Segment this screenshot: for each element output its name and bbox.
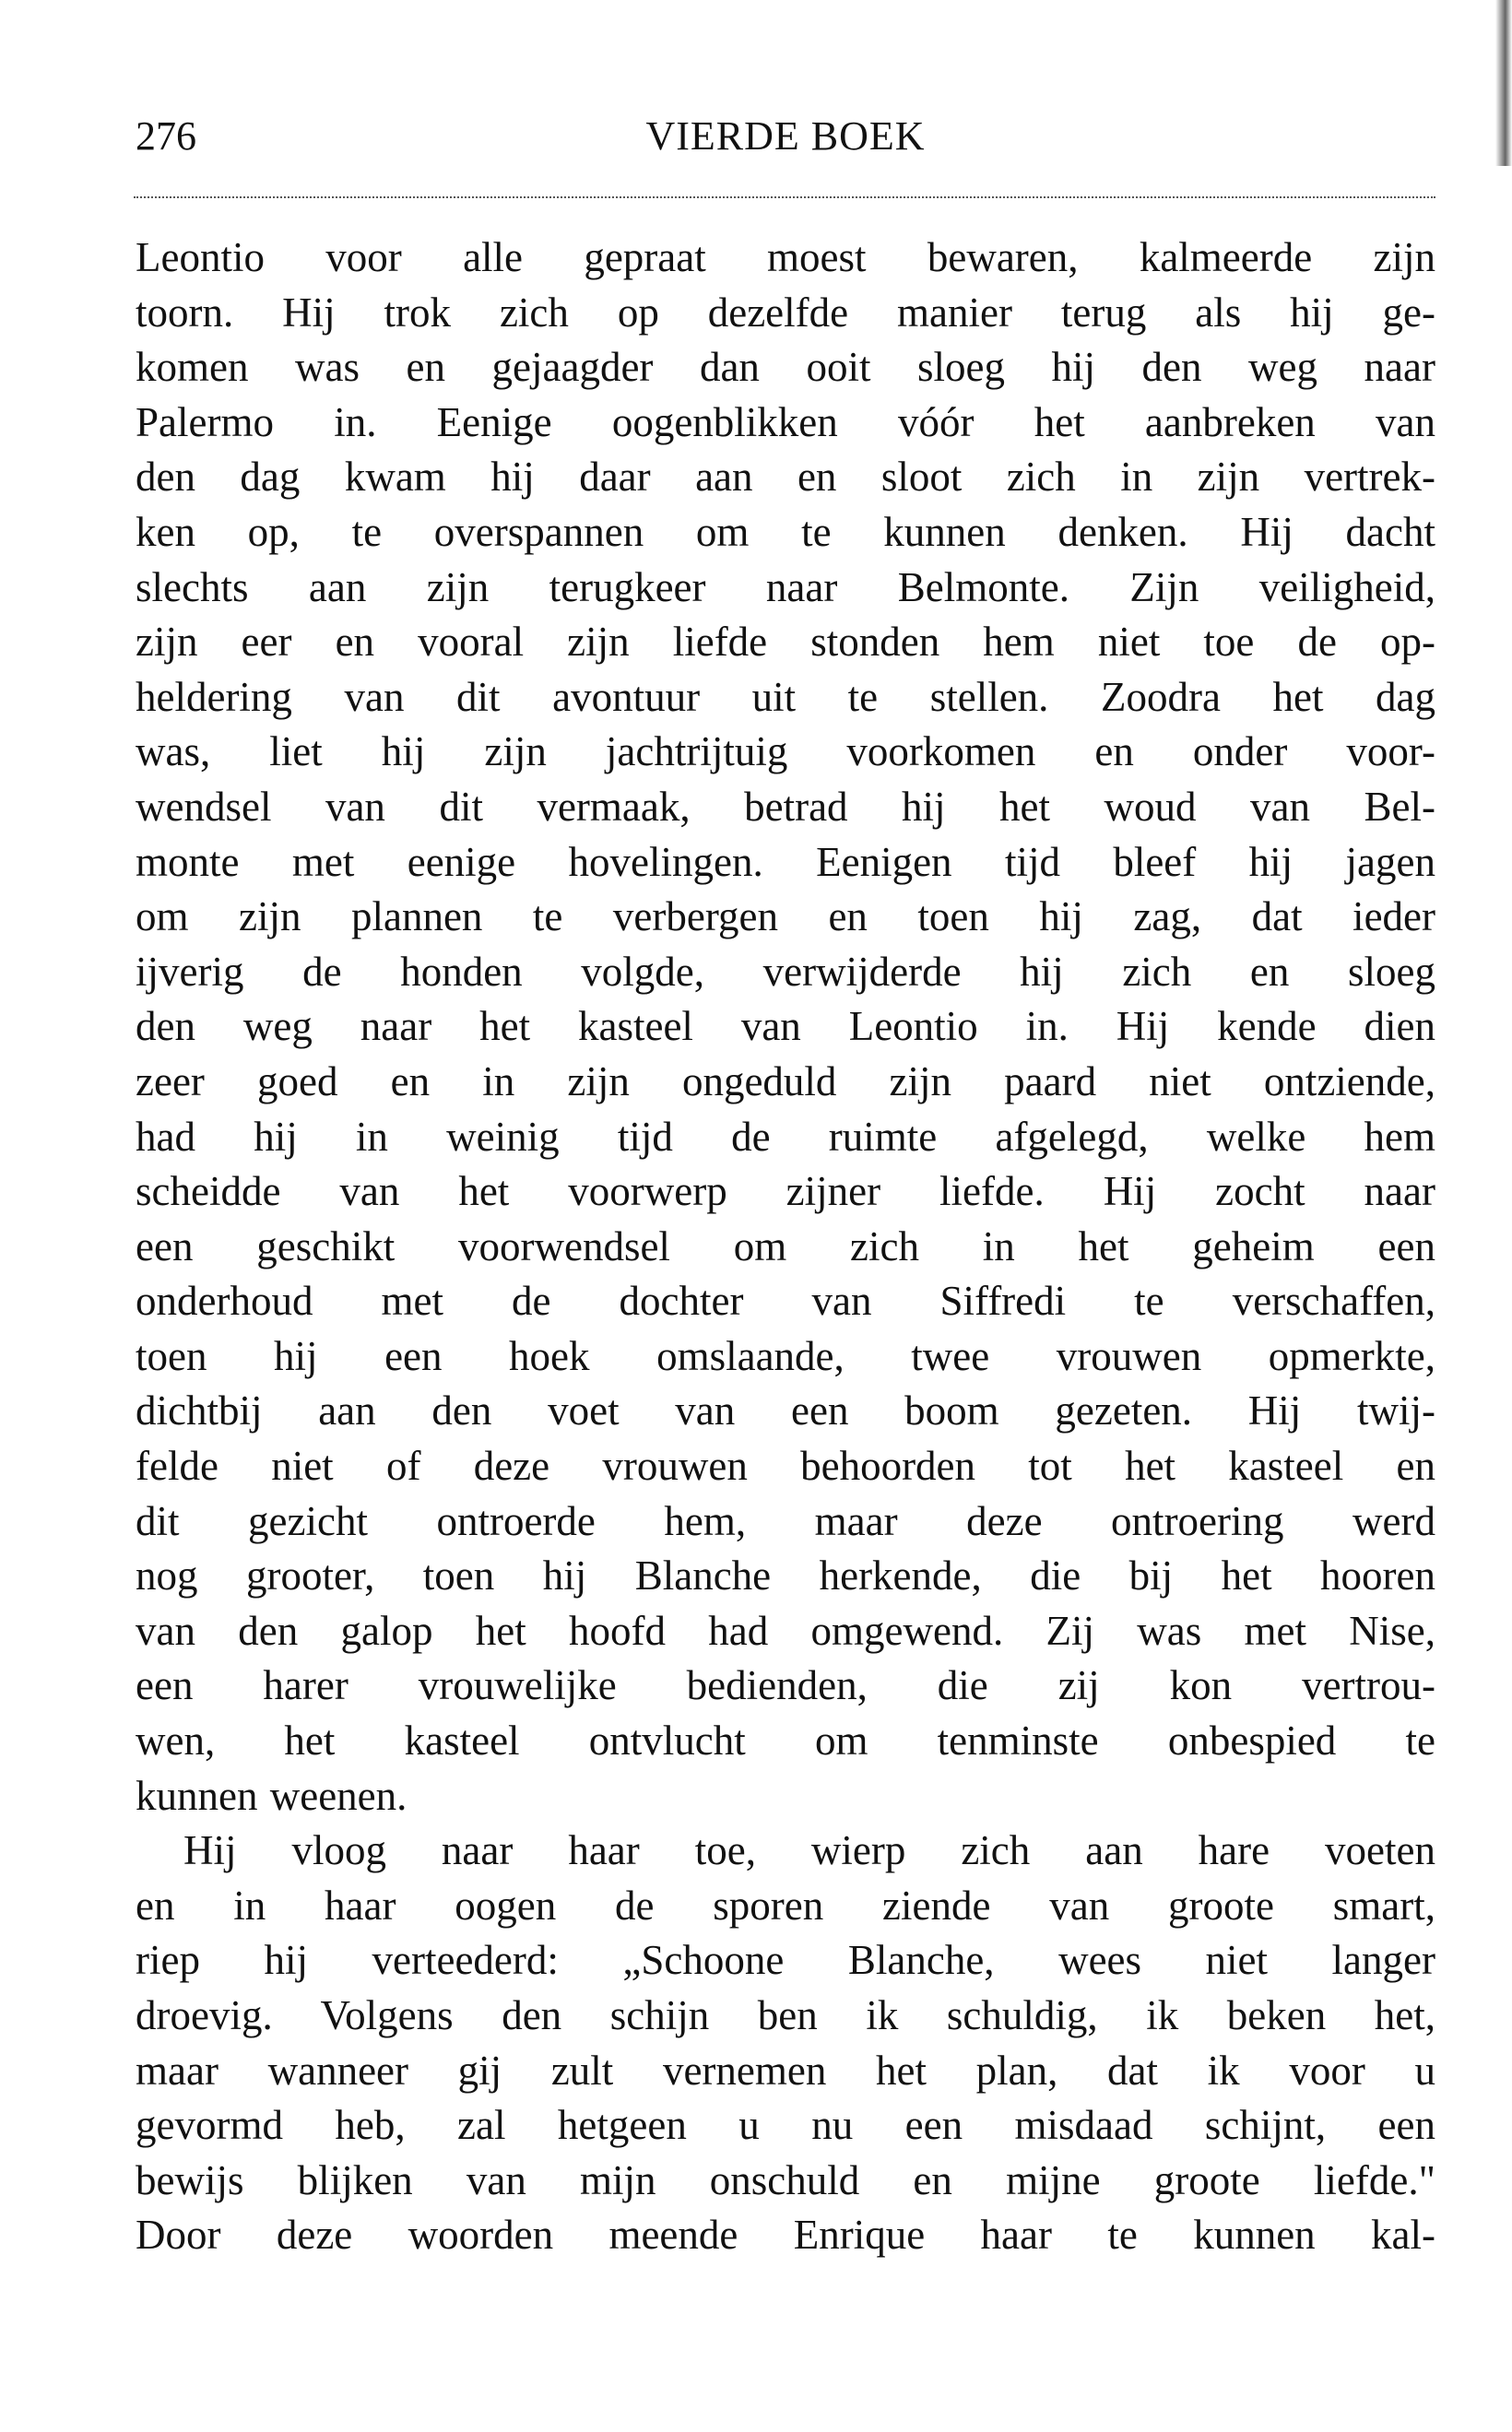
text-line: felde niet of deze vrouwen behoorden tot het kasteel en: [136, 1443, 1435, 1490]
text-line: onderhoud met de dochter van Siffredi te verschaffen,: [136, 1278, 1435, 1325]
text-line: ijverig de honden volgde, verwijderde hij zich en sloeg: [136, 948, 1435, 995]
text-line: den dag kwam hij daar aan en sloot zich in zijn vertrek-: [136, 454, 1435, 501]
text-line: dichtbij aan den voet van een boom gezeten. Hij twij-: [136, 1387, 1435, 1434]
text-line: Palermo in. Eenige oogenblikken vóór het aanbreken van: [136, 398, 1435, 445]
text-line: komen was en gejaagder dan ooit sloeg hij den weg naar: [136, 344, 1435, 391]
text-line: kunnen weenen.: [136, 1772, 408, 1819]
scan-page-edge: [1495, 0, 1512, 166]
text-line: en in haar oogen de sporen ziende van groote smart,: [136, 1882, 1435, 1929]
text-line: zeer goed en in zijn ongeduld zijn paard niet ontziende,: [136, 1057, 1435, 1104]
text-line: gevormd heb, zal hetgeen u nu een misdaad schijnt, een: [136, 2102, 1435, 2149]
text-line: van den galop het hoofd had omgewend. Zij was met Nise,: [136, 1607, 1435, 1654]
text-line: nog grooter, toen hij Blanche herkende, die bij het hooren: [136, 1552, 1435, 1600]
text-line: bewijs blijken van mijn onschuld en mijne groote liefde.": [136, 2156, 1435, 2203]
text-line: wendsel van dit vermaak, betrad hij het woud van Bel-: [136, 783, 1435, 830]
text-line: om zijn plannen te verbergen en toen hij zag, dat ieder: [136, 893, 1435, 940]
text-line: Hij vloog naar haar toe, wierp zich aan hare voeten: [183, 1827, 1435, 1874]
text-line: den weg naar het kasteel van Leontio in. Hij kende dien: [136, 1003, 1435, 1050]
running-title: VIERDE BOEK: [645, 113, 926, 159]
text-line: maar wanneer gij zult vernemen het plan, dat ik voor u: [136, 2047, 1435, 2094]
text-line: scheidde van het voorwerp zijner liefde. Hij zocht naar: [136, 1168, 1435, 1215]
text-line: heldering van dit avontuur uit te stellen. Zoodra het dag: [136, 673, 1435, 720]
text-line: ken op, te overspannen om te kunnen denken. Hij dacht: [136, 508, 1435, 555]
text-line: toen hij een hoek omslaande, twee vrouwen opmerkte,: [136, 1332, 1435, 1379]
text-line: monte met eenige hovelingen. Eenigen tijd bleef hij jagen: [136, 838, 1435, 885]
text-line: toorn. Hij trok zich op dezelfde manier terug als hij ge-: [136, 289, 1435, 336]
text-line: dit gezicht ontroerde hem, maar deze ontroering werd: [136, 1497, 1435, 1544]
text-line: Leontio voor alle gepraat moest bewaren, kalmeerde zijn: [136, 234, 1435, 280]
text-line: zijn eer en vooral zijn liefde stonden hem niet toe de op-: [136, 619, 1435, 666]
text-line: Door deze woorden meende Enrique haar te kunnen kal-: [136, 2212, 1435, 2259]
text-line: een harer vrouwelijke bedienden, die zij kon vertrou-: [136, 1662, 1435, 1709]
text-line: droevig. Volgens den schijn ben ik schuldig, ik beken het,: [136, 1992, 1435, 2038]
body-text: [136, 230, 1435, 2263]
text-line: had hij in weinig tijd de ruimte afgelegd, welke hem: [136, 1113, 1435, 1160]
page-header: [136, 112, 1435, 168]
page-number: 276: [136, 113, 196, 159]
text-line: wen, het kasteel ontvlucht om tenminste onbespied te: [136, 1718, 1435, 1765]
text-line: slechts aan zijn terugkeer naar Belmonte. Zijn veiligheid,: [136, 563, 1435, 610]
text-line: riep hij verteederd: „Schoone Blanche, wees niet langer: [136, 1937, 1435, 1984]
header-dotted-rule: [134, 196, 1435, 198]
text-line: was, liet hij zijn jachtrijtuig voorkomen en onder voor-: [136, 728, 1435, 775]
text-line: een geschikt voorwendsel om zich in het geheim een: [136, 1222, 1435, 1269]
